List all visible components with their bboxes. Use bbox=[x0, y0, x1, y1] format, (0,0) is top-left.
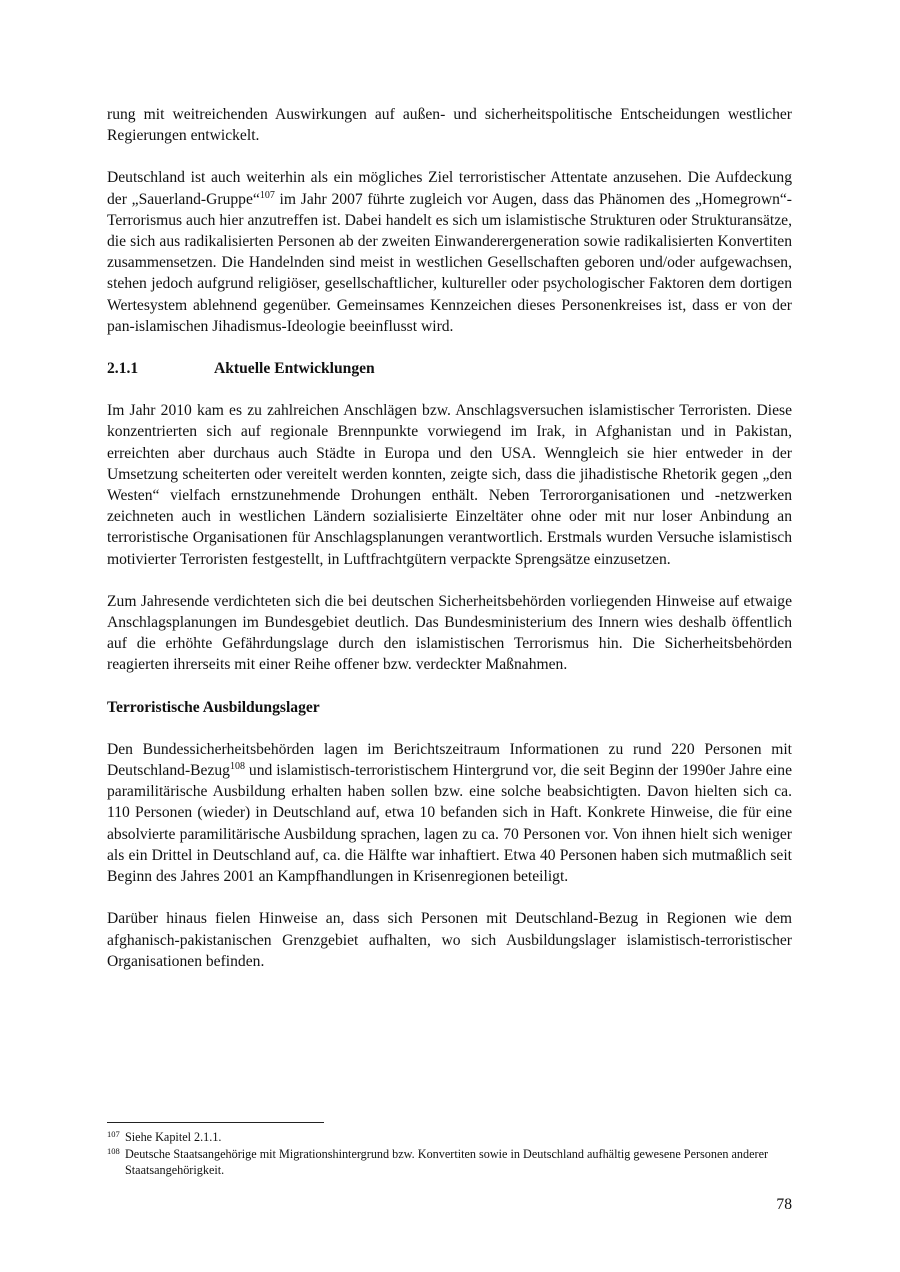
paragraph bbox=[107, 739, 792, 887]
footnotes bbox=[107, 1129, 792, 1179]
paragraph: Im Jahr 2010 kam es zu zahlreichen Anschlägen bzw. Anschlagsversuchen islamistischer Terroristen. Diese konzentrierten sich auf regionale Brennpunkte vorwiegend im Irak, in Afghanistan und in Pakistan, erreichten aber durchaus auch Städte in Europa und den USA. Wenngleich sie hier entweder in der Umsetzung scheiterten oder vereitelt werden konnten, zeigte sich, dass die jihadistische Rhetorik gegen „den Westen“ vielfach ernstzunehmende Drohungen enthält. Neben Terrororganisationen und -netzwerken zeichneten auch in westlichen Ländern sozialisierte Einzeltäter ohne oder mit nur loser Anbindung an terroristische Organisationen für Anschlagsplanungen verantwortlich. Erstmals wurden Versuche islamistisch motivierter Terroristen festgestellt, in Luftfrachtgütern verpackte Sprengsätze einzusetzen. bbox=[107, 402, 792, 568]
footnote-text: Deutsche Staatsangehörige mit Migrationshintergrund bzw. Konvertiten sowie in Deutschland aufhältig gewesene Personen anderer Staatsangehörigkeit. bbox=[125, 1147, 769, 1177]
paragraph: Zum Jahresende verdichteten sich die bei deutschen Sicherheitsbehörden vorliegenden Hinweise auf etwaige Anschlagsplanungen im Bundesgebiet deutlich. Das Bundesministerium des Innern wies deshalb öffentlich auf die erhöhte Gefährdungslage durch den islamistischen Terrorismus hin. Die Sicherheitsbehörden reagierten ihrerseits mit einer Reihe offener bzw. verdeckter Maßnahmen. bbox=[107, 592, 792, 674]
footnote-text: Siehe Kapitel 2.1.1. bbox=[125, 1130, 222, 1144]
footnote bbox=[107, 1129, 792, 1145]
subheading: Terroristische Ausbildungslager bbox=[107, 698, 320, 716]
section-title: Aktuelle Entwicklungen bbox=[214, 360, 375, 378]
paragraph bbox=[107, 167, 792, 337]
section-heading bbox=[107, 358, 792, 379]
footnote-reference: 107 bbox=[259, 189, 275, 201]
paragraph-text: im Jahr 2007 führte zugleich vor Augen, dass das Phänomen des „Homegrown“-Terrorismus auch hier anzutreffen ist. Dabei handelt es sich um islamistische Strukturen oder Strukturansätze, die sich aus radikalisierten Personen ab der zweiten Einwanderergeneration sowie radikalisierten Konvertiten zusammensetzen. Die Handelnden sind meist in westlichen Gesellschaften geboren und/oder aufgewachsen, stehen jedoch aufgrund religiöser, gesellschaftlicher, kultureller oder psychologischer Faktoren dem dortigen Wertesystem ablehnend gegenüber. Gemeinsames Kennzeichen dieses Personenkreises ist, dass er von der pan-islamischen Jihadismus-Ideologie beeinflusst wird. bbox=[107, 190, 793, 335]
footnote-separator bbox=[107, 1122, 324, 1123]
footnote-mark: 107 bbox=[107, 1129, 120, 1139]
paragraph-text: und islamistisch-terroristischem Hintergrund vor, die seit Beginn der 1990er Jahre eine paramilitärische Ausbildung erhalten haben sollen bzw. eine solche beabsichtigten. Davon hielten sich ca. 110 Personen (wieder) in Deutschland auf, etwa 10 befanden sich in Haft. Konkrete Hinweise, die für eine absolvierte paramilitärische Ausbildung sprachen, lagen zu ca. 70 Personen vor. Von ihnen hielt sich weniger als ein Drittel in Deutschland auf, ca. die Hälfte war inhaftiert. Etwa 40 Personen haben sich mutmaßlich seit Beginn des Jahres 2001 an Kampfhandlungen in Krisenregionen beteiligt. bbox=[107, 762, 792, 886]
footnote-reference: 108 bbox=[229, 761, 245, 773]
page-number: 78 bbox=[776, 1196, 792, 1213]
paragraph-text: Den Bundessicherheitsbehörden lagen im Berichtszeitraum Informationen zu rund 220 Personen mit Deutschland-Bezug bbox=[107, 740, 792, 780]
body-text bbox=[107, 104, 792, 972]
paragraph-text: Deutschland ist auch weiterhin als ein mögliches Ziel terroristischer Attentate anzusehen. Die Aufdeckung der „Sauerland-Gruppe“ bbox=[107, 169, 792, 208]
paragraph: rung mit weitreichenden Auswirkungen auf außen- und sicherheitspolitische Entscheidungen westlicher Regierungen entwickelt. bbox=[107, 106, 792, 145]
section-number: 2.1.1 bbox=[107, 360, 139, 378]
footnote-mark: 108 bbox=[107, 1146, 120, 1156]
footnote bbox=[107, 1146, 792, 1178]
paragraph: Darüber hinaus fielen Hinweise an, dass sich Personen mit Deutschland-Bezug in Regionen wie dem afghanisch-pakistanischen Grenzgebiet aufhalten, wo sich Ausbildungslager islamistisch-terroristischer Organisationen befinden. bbox=[107, 910, 792, 970]
